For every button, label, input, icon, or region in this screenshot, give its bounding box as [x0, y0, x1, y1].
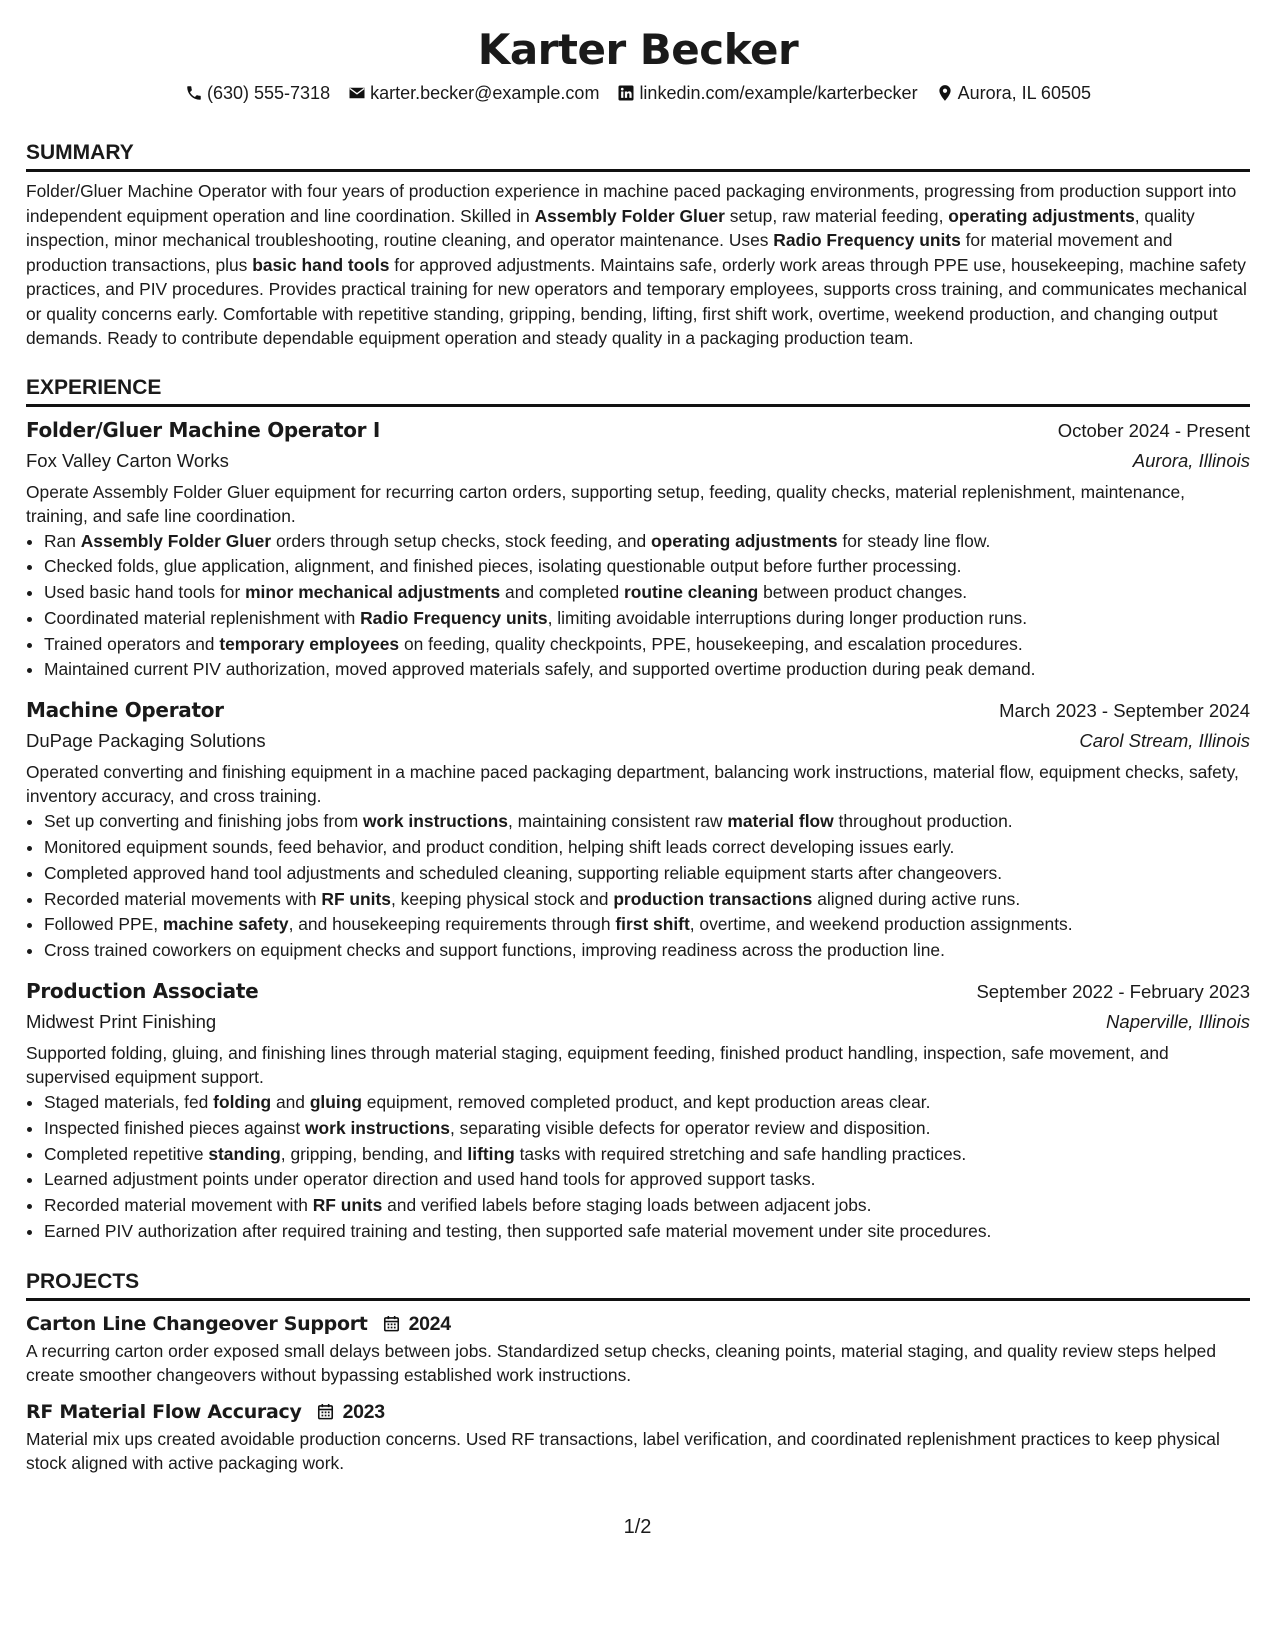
experience-list	[26, 415, 1250, 1245]
calendar-icon	[382, 1314, 401, 1333]
bold-phrase: RF units	[312, 1195, 383, 1216]
bold-phrase: lifting	[467, 1143, 515, 1164]
text-run: for material movement and production transactions, plus	[26, 230, 1173, 275]
text-run: Trained operators and	[44, 633, 220, 654]
text-run: equipment, removed completed product, and kept production areas clear.	[361, 1092, 931, 1113]
envelope-icon	[348, 84, 366, 102]
text-run: for steady line flow.	[837, 530, 991, 551]
text-run: , maintaining consistent raw	[507, 811, 728, 832]
phone-text: (630) 555-7318	[206, 83, 331, 103]
text-run: Followed PPE,	[44, 914, 163, 935]
bullet-item	[44, 809, 1250, 835]
job-bullets	[26, 809, 1250, 964]
text-run: Monitored equipment sounds, feed behavior, and product condition, helping shift leads correct developing issues early.	[44, 837, 955, 858]
text-run: orders through setup checks, stock feeding, and	[271, 530, 652, 551]
bullet-item	[44, 1142, 1250, 1168]
job-title: Folder/Gluer Machine Operator I	[26, 417, 381, 442]
bullet-item	[44, 580, 1250, 606]
job-header	[26, 415, 1250, 446]
contact-linkedin[interactable]	[617, 80, 917, 106]
text-run: Staged materials, fed	[44, 1092, 214, 1113]
project-header	[26, 1309, 1250, 1339]
experience-heading: EXPERIENCE	[26, 375, 1250, 407]
job-description: Operated converting and finishing equipment in a machine paced packaging department, balancing work instructions, material flow, equipment checks, safety, inventory accuracy, and cross training.	[26, 762, 1239, 807]
project-name: RF Material Flow Accuracy	[26, 1400, 302, 1423]
job-header	[26, 976, 1250, 1007]
bullet-item	[44, 912, 1250, 938]
bullet-item	[44, 835, 1250, 861]
location-text: Aurora, IL 60505	[957, 83, 1091, 103]
summary-text	[26, 179, 1250, 351]
job-entry	[26, 695, 1250, 964]
text-run: Cross trained coworkers on equipment checks and support functions, improving readiness across the production line.	[44, 940, 945, 961]
text-run: Checked folds, glue application, alignment, and finished pieces, isolating questionable output before further processing.	[44, 556, 962, 577]
bullet-item	[44, 606, 1250, 632]
bold-phrase: operating adjustments	[948, 205, 1135, 226]
job-entry	[26, 976, 1250, 1245]
text-run: between product changes.	[758, 582, 968, 603]
bold-phrase: material flow	[727, 811, 834, 832]
bold-phrase: Assembly Folder Gluer	[80, 530, 272, 551]
job-entry	[26, 415, 1250, 684]
bold-phrase: minor mechanical adjustments	[245, 582, 501, 603]
text-run: , keeping physical stock and	[390, 888, 614, 909]
text-run: and completed	[500, 582, 624, 603]
bold-phrase: folding	[213, 1092, 272, 1113]
email-text[interactable]: karter.becker@example.com	[370, 83, 600, 103]
text-run: Coordinated material replenishment with	[44, 607, 361, 628]
text-run: Completed repetitive	[44, 1143, 209, 1164]
bold-phrase: operating adjustments	[651, 530, 838, 551]
bold-phrase: first shift	[615, 914, 690, 935]
text-run: , limiting avoidable interruptions during longer production runs.	[547, 607, 1028, 628]
project-name: Carton Line Changeover Support	[26, 1312, 368, 1335]
linkedin-text[interactable]: linkedin.com/example/karterbecker	[639, 83, 918, 103]
project-header	[26, 1397, 1250, 1427]
bullet-item	[44, 1219, 1250, 1245]
contact-location	[936, 80, 1091, 106]
bullet-item	[44, 632, 1250, 658]
text-run: tasks with required stretching and safe handling practices.	[514, 1143, 967, 1164]
text-run: throughout production.	[833, 811, 1013, 832]
text-run: , overtime, and weekend production assignments.	[689, 914, 1073, 935]
job-dates: September 2022 - February 2023	[976, 981, 1250, 1003]
job-location: Carol Stream, Illinois	[1079, 730, 1250, 752]
job-subheader	[26, 726, 1250, 756]
project-description: A recurring carton order exposed small delays between jobs. Standardized setup checks, cleaning points, material staging, and quality review steps helped create smoother changeovers without bypassing established work instructions.	[26, 1340, 1217, 1385]
job-subheader	[26, 1007, 1250, 1037]
text-run: for approved adjustments. Maintains safe, orderly work areas through PPE use, housekeeping, machine safety practices, and PIV procedures. Provides practical training for new operators and temporary employees, supports cross training, and communicates mechanical or quality concerns early. Comfortable with repetitive standing, gripping, bending, lifting, first shift work, overtime, weekend production, and changing output demands. Ready to contribute dependable equipment operation and steady quality in a packaging production team.	[26, 254, 1247, 348]
linkedin-icon	[617, 84, 635, 102]
job-bullets	[26, 1090, 1250, 1245]
text-run: , and housekeeping requirements through	[288, 914, 616, 935]
text-run: Completed approved hand tool adjustments and scheduled cleaning, supporting reliable equipment starts after changeovers.	[44, 862, 1003, 883]
job-header	[26, 695, 1250, 726]
text-run: Folder/Gluer Machine Operator with four years of production experience in machine paced packaging environments, progressing from production support into independent equipment operation and line coordination. Skilled in	[26, 181, 1237, 226]
projects-list	[26, 1309, 1250, 1475]
bold-phrase: Radio Frequency units	[773, 230, 961, 250]
job-location: Aurora, Illinois	[1132, 449, 1250, 471]
calendar-icon	[316, 1402, 335, 1421]
contact-email[interactable]	[348, 80, 599, 106]
text-run: Recorded material movement with	[44, 1195, 313, 1216]
text-run: Set up converting and finishing jobs from	[44, 811, 364, 832]
bold-phrase: Assembly Folder Gluer	[534, 205, 725, 226]
bullet-item	[44, 887, 1250, 913]
text-run: Learned adjustment points under operator direction and used hand tools for approved support tasks.	[44, 1169, 816, 1190]
bold-phrase: work instructions	[363, 811, 508, 832]
company-name: DuPage Packaging Solutions	[26, 730, 266, 752]
bullet-item	[44, 861, 1250, 887]
job-title: Machine Operator	[26, 698, 224, 723]
job-dates: October 2024 - Present	[1057, 419, 1250, 441]
project-description: Material mix ups created avoidable production concerns. Used RF transactions, label verification, and coordinated replenishment practices to keep physical stock aligned with active packaging work.	[26, 1428, 1220, 1473]
project-year: 2024	[408, 1312, 451, 1335]
bold-phrase: production transactions	[613, 888, 813, 909]
text-run: setup, raw material feeding,	[724, 205, 949, 226]
project-entry	[26, 1397, 1250, 1475]
project-entry	[26, 1309, 1250, 1387]
job-title: Production Associate	[26, 979, 259, 1004]
company-name: Midwest Print Finishing	[26, 1011, 217, 1033]
contact-phone	[185, 80, 330, 106]
text-run: Ran	[44, 530, 81, 551]
text-run: on feeding, quality checkpoints, PPE, housekeeping, and escalation procedures.	[399, 633, 1023, 654]
bullet-item	[44, 1116, 1250, 1142]
text-run: Recorded material movements with	[44, 888, 322, 909]
bold-phrase: routine cleaning	[623, 582, 759, 603]
bold-phrase: machine safety	[162, 914, 289, 935]
contact-bar	[26, 80, 1250, 106]
text-run: Inspected finished pieces against	[44, 1117, 306, 1138]
text-run: and verified labels before staging loads between adjacent jobs.	[382, 1195, 872, 1216]
candidate-name: Karter Becker	[477, 25, 799, 74]
bold-phrase: temporary employees	[219, 633, 400, 654]
text-run: Maintained current PIV authorization, moved approved materials safely, and supported overtime production during peak demand.	[44, 659, 1036, 680]
bold-phrase: basic hand tools	[252, 254, 390, 275]
text-run: Earned PIV authorization after required training and testing, then supported safe material movement under site procedures.	[44, 1221, 992, 1242]
bold-phrase: RF units	[321, 888, 391, 909]
job-description: Supported folding, gluing, and finishing lines through material staging, equipment feeding, finished product handling, inspection, safe movement, and supervised equipment support.	[26, 1043, 1169, 1088]
bold-phrase: gluing	[309, 1092, 362, 1113]
bullet-item	[44, 529, 1250, 555]
phone-icon	[185, 84, 203, 102]
bold-phrase: Radio Frequency units	[360, 607, 548, 628]
job-description: Operate Assembly Folder Gluer equipment for recurring carton orders, supporting setup, feeding, quality checks, material replenishment, maintenance, training, and safe line coordination.	[26, 481, 1185, 526]
bullet-item	[44, 938, 1250, 964]
projects-heading: PROJECTS	[26, 1269, 1250, 1301]
company-name: Fox Valley Carton Works	[26, 449, 229, 471]
summary-heading: SUMMARY	[26, 140, 1250, 172]
text-run: and	[271, 1092, 310, 1113]
job-bullets	[26, 529, 1250, 684]
bullet-item	[44, 657, 1250, 683]
resume-page	[26, 0, 1250, 1475]
job-location: Naperville, Illinois	[1106, 1011, 1250, 1033]
text-run: Used basic hand tools for	[44, 582, 246, 603]
text-run: aligned during active runs.	[812, 888, 1021, 909]
job-subheader	[26, 446, 1250, 476]
bullet-item	[44, 554, 1250, 580]
text-run: , separating visible defects for operator review and disposition.	[449, 1117, 931, 1138]
bold-phrase: work instructions	[305, 1117, 450, 1138]
job-dates: March 2023 - September 2024	[999, 700, 1250, 722]
bold-phrase: standing	[208, 1143, 281, 1164]
project-year: 2023	[342, 1400, 385, 1423]
text-run: , gripping, bending, and	[280, 1143, 468, 1164]
page-number: 1/2	[623, 1516, 652, 1538]
text-run: , quality inspection, minor mechanical troubleshooting, routine cleaning, and operator maintenance. Uses	[26, 205, 1195, 250]
bullet-item	[44, 1167, 1250, 1193]
map-pin-icon	[936, 84, 954, 102]
bullet-item	[44, 1090, 1250, 1116]
bullet-item	[44, 1193, 1250, 1219]
